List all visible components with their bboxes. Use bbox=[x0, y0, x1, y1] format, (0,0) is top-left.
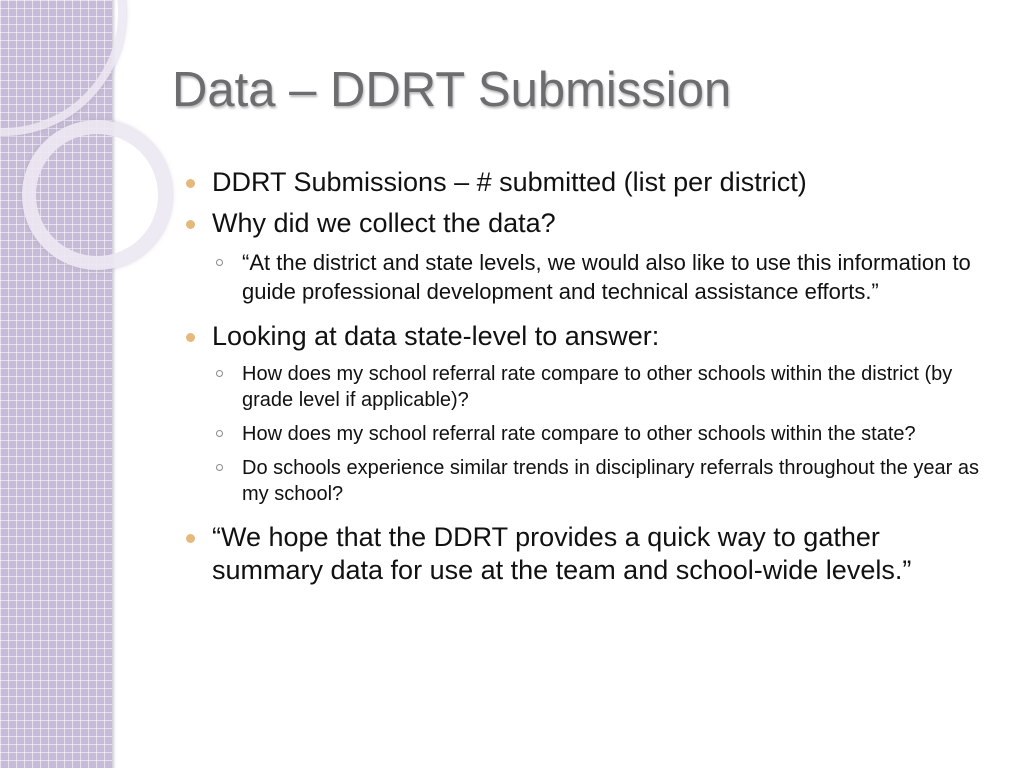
decorative-ring-middle bbox=[22, 120, 172, 270]
sub-bullet-text: “At the district and state levels, we would also like to use this information to guide professional development and technical assistance efforts.” bbox=[242, 250, 971, 304]
bullet-dot-icon bbox=[186, 220, 195, 229]
sub-bullet-question bbox=[186, 421, 992, 447]
bullet-dot-icon bbox=[186, 333, 195, 342]
sub-bullet-list bbox=[186, 361, 992, 507]
bullet-why-collect bbox=[186, 207, 992, 240]
bullet-hope-quote bbox=[186, 521, 992, 587]
sub-bullet-circle-icon bbox=[216, 464, 223, 471]
sub-bullet-text: Do schools experience similar trends in disciplinary referrals throughout the year as my school? bbox=[242, 457, 980, 505]
sub-bullet-text: How does my school referral rate compare to other schools within the district (by grade level if applicable)? bbox=[242, 363, 953, 411]
slide-body bbox=[186, 166, 992, 595]
sub-bullet-list bbox=[186, 248, 992, 306]
bullet-text: Looking at data state-level to answer: bbox=[212, 321, 660, 351]
sub-bullet-circle-icon bbox=[216, 259, 223, 266]
bullet-text: DDRT Submissions – # submitted (list per district) bbox=[212, 167, 807, 197]
sub-bullet-text: How does my school referral rate compare to other schools within the state? bbox=[242, 423, 916, 445]
sub-bullet-quote bbox=[186, 248, 992, 306]
bullet-dot-icon bbox=[186, 179, 195, 188]
bullet-dot-icon bbox=[186, 534, 195, 543]
sub-bullet-question bbox=[186, 361, 992, 413]
bullet-text: “We hope that the DDRT provides a quick way to gather summary data for use at the team and school-wide levels.” bbox=[212, 522, 912, 585]
slide-title: Data – DDRT Submission bbox=[172, 63, 732, 117]
bullet-submissions bbox=[186, 166, 992, 199]
side-panel-edge bbox=[112, 0, 116, 768]
sub-bullet-circle-icon bbox=[216, 370, 223, 377]
sub-bullet-question bbox=[186, 455, 992, 507]
bullet-text: Why did we collect the data? bbox=[212, 208, 556, 238]
bullet-state-level bbox=[186, 320, 992, 353]
sub-bullet-circle-icon bbox=[216, 430, 223, 437]
